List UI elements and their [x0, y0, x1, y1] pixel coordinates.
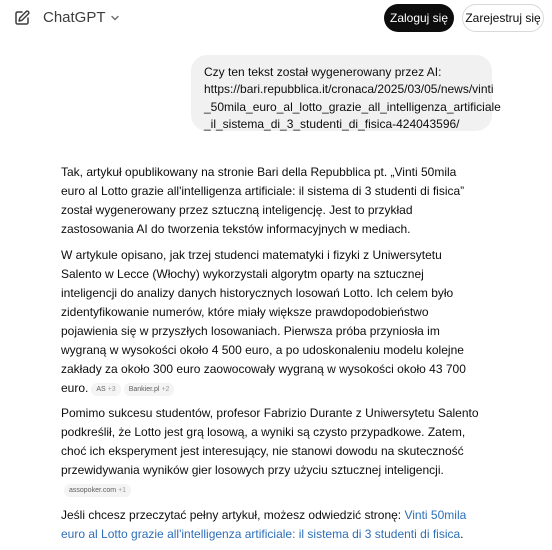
source-name: assopoker.com	[69, 487, 117, 494]
paragraph-text: Jeśli chcesz przeczytać pełny artykuł, możesz odwiedzić stronę:	[61, 507, 405, 522]
source-count: +1	[118, 487, 127, 494]
source-chip[interactable]	[64, 484, 131, 497]
login-button[interactable]: Zaloguj się	[384, 4, 454, 32]
source-name: Bankier.pl	[128, 385, 160, 393]
answer-paragraph	[61, 506, 481, 544]
source-count: +3	[107, 385, 116, 393]
assistant-message	[61, 163, 481, 550]
source-count: +2	[161, 385, 170, 393]
paragraph-text: Tak, artykuł opublikowany na stronie Bari della Repubblica pt. „Vinti 50mila euro al Lotto grazie all'intelligenza artificiale: il sistema di 3 studenti di fisica” został wygenerowany przez sztuczną inteligencję. Jest to przykład zastosowania AI do tworzenia tekstów informacyjnych w mediach.	[61, 165, 465, 236]
paragraph-text: Pomimo sukcesu studentów, profesor Fabrizio Durante z Uniwersytetu Salento podkreślił, że Lotto jest grą losową, a wyniki są czysto przypadkowe. Zatem, choć ich eksperyment jest interesujący, nie stanowi dowodu na skuteczność przewidywania wyników gier losowych przy użyciu sztucznej inteligencji.	[61, 406, 479, 477]
top-bar	[0, 0, 552, 36]
app-title: ChatGPT	[43, 9, 106, 26]
source-chip[interactable]	[124, 383, 175, 396]
article-link[interactable]: Vinti 50mila euro al Lotto grazie all'intelligenza artificiale: il sistema di 3 studenti di fisica	[61, 507, 467, 541]
answer-paragraph	[61, 404, 481, 499]
answer-paragraph	[61, 163, 481, 239]
model-selector[interactable]	[43, 9, 120, 26]
chevron-down-icon	[110, 13, 120, 23]
source-chip[interactable]	[91, 383, 120, 396]
answer-paragraph	[61, 246, 481, 398]
user-message: Czy ten tekst został wygenerowany przez AI: https://bari.repubblica.it/cronaca/2025/03/05/news/vinti _50mila_euro_al_lotto_grazie_all_intelligenza_artificiale _il_sistema_di_3_studenti_di_fisica-424043596/	[191, 55, 492, 131]
paragraph-text: .	[460, 526, 464, 541]
new-chat-icon[interactable]	[13, 9, 31, 27]
paragraph-text: W artykule opisano, jak trzej studenci matematyki i fizyki z Uniwersytetu Salento w Lecce (Włochy) wykorzystali algorytm oparty na sztucznej inteligencji do analizy danych historycznych losowań Lotto. Ich celem było zidentyfikowanie numerów, które miały większe prawdopodobieństwo pojawienia się w przyszłych losowaniach. Pierwsza próba przyniosła im wygraną w wysokości około 4 500 euro, a po udoskonaleniu modelu kolejne zakłady za około 300 euro zaowocowały wygraną w wysokości około 43 700 euro.	[61, 247, 466, 395]
source-name: AS	[96, 385, 106, 393]
register-button[interactable]: Zarejestruj się	[462, 4, 544, 32]
